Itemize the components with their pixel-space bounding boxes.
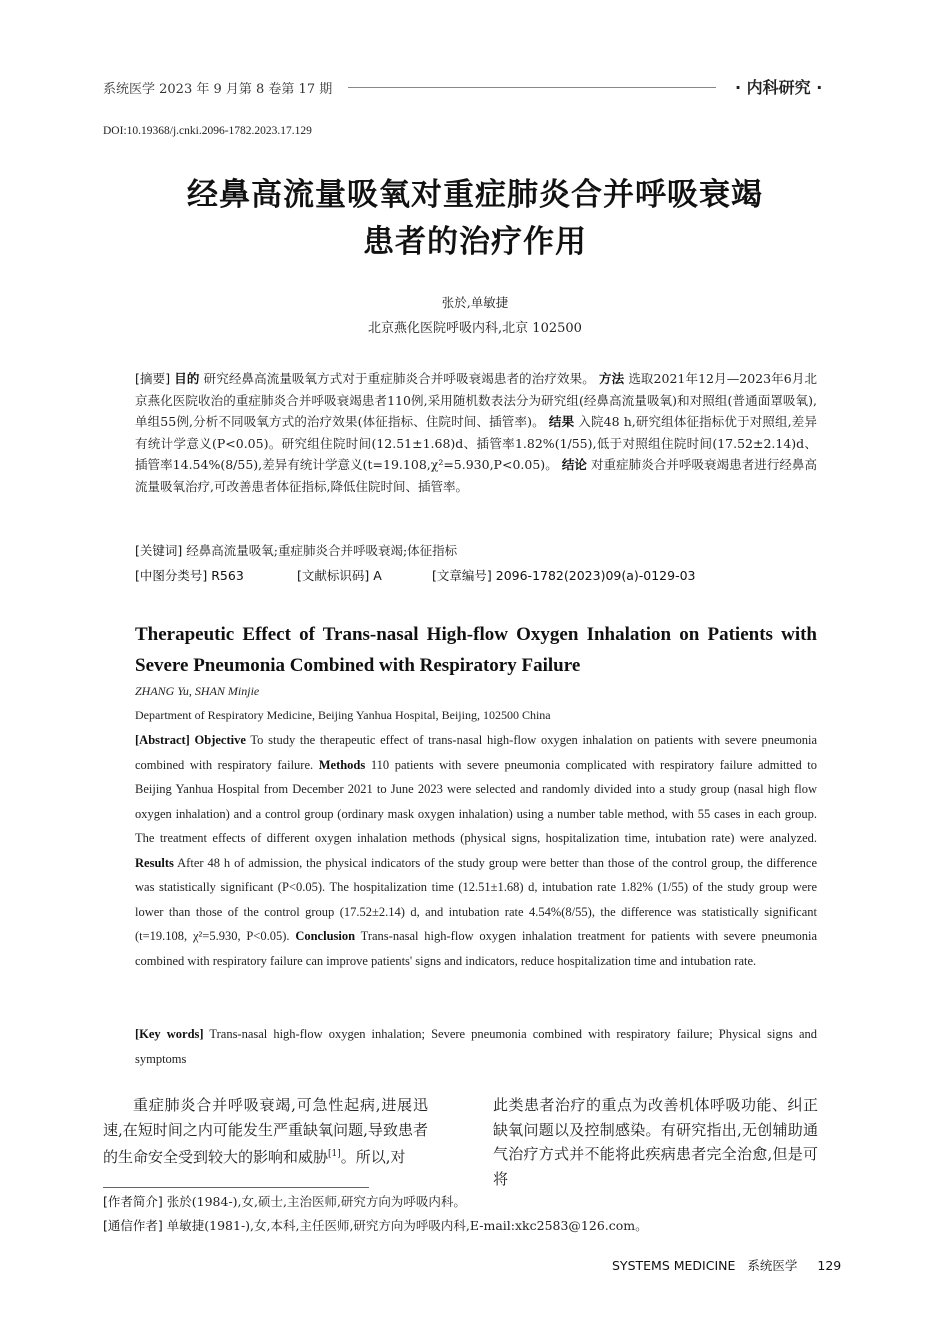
corresponding-author — [103, 1216, 648, 1234]
authors-en: ZHANG Yu, SHAN Minjie — [135, 684, 260, 698]
citation-ref[interactable]: [1] — [328, 1149, 341, 1159]
objective-label: 目的 — [174, 371, 200, 386]
body-left-tail: 。所以,对 — [340, 1148, 406, 1166]
corresponding-author-text: 单敏捷(1981-),女,本科,主任医师,研究方向为呼吸内科,E-mail:xkc2583@126.com。 — [166, 1218, 648, 1233]
conclusion-text: 对重症肺炎合并呼吸衰竭患者进行经鼻高流量吸氧治疗,可改善患者体征指标,降低住院时间、插管率。 — [135, 457, 817, 494]
objective-text: 研究经鼻高流量吸氧方式对于重症肺炎合并呼吸衰竭患者的治疗效果。 — [203, 371, 595, 386]
title-line-2: 患者的治疗作用 — [363, 224, 587, 260]
author-bio-text: 张於(1984-),女,硕士,主治医师,研究方向为呼吸内科。 — [166, 1194, 466, 1209]
section-label: · 内科研究 · — [735, 78, 823, 97]
objective-en-label: Objective — [194, 733, 246, 747]
title-line-1: 经鼻高流量吸氧对重症肺炎合并呼吸衰竭 — [187, 177, 763, 213]
journal-issue: 系统医学 2023 年 9 月第 8 卷第 17 期 — [103, 82, 333, 97]
keywords-en — [135, 1022, 817, 1071]
keywords-zh-text: 经鼻高流量吸氧;重症肺炎合并呼吸衰竭;体征指标 — [186, 543, 458, 558]
affiliation-zh: 北京燕化医院呼吸内科,北京 102500 — [368, 321, 582, 336]
author-bio — [103, 1192, 466, 1210]
clc-number: [中图分类号] R563 — [135, 568, 244, 583]
conclusion-en-label: Conclusion — [295, 929, 356, 943]
results-en-label: Results — [135, 855, 174, 870]
abstract-zh-label: [摘要] — [135, 371, 171, 386]
page-footer — [612, 1256, 841, 1274]
body-column-left — [103, 1093, 428, 1170]
header-rule — [348, 87, 716, 88]
conclusion-en-text: Trans-nasal high-flow oxygen inhalation treatment for patients with severe pneumonia combined with respiratory failure can improve patients' signs and indicators, reduce hospitalization time and intubation rate. — [135, 929, 818, 968]
methods-label: 方法 — [598, 371, 625, 386]
abstract-en — [135, 728, 817, 973]
results-label: 结果 — [548, 414, 575, 429]
article-number: [文章编号] 2096-1782(2023)09(a)-0129-03 — [432, 568, 696, 583]
methods-text: 选取2021年12月—2023年6月北京燕化医院收治的重症肺炎合并呼吸衰竭患者110例,采用随机数表法分为研究组(经鼻高流量吸氧)和对照组(普通面罩吸氧),单组55例,分析不同吸氧方式的治疗效果(体征指标、住院时间、插管率)。 — [135, 371, 817, 429]
corresponding-author-label: [通信作者] — [103, 1218, 163, 1233]
page-number: 129 — [817, 1258, 842, 1273]
keywords-en-text: Trans-nasal high-flow oxygen inhalation; Severe pneumonia combined with respiratory failure; Physical signs and symptoms — [135, 1027, 817, 1066]
authors-zh: 张於,单敏捷 — [441, 295, 509, 310]
results-text: 入院48 h,研究组体征指标优于对照组,差异有统计学意义(P<0.05)。研究组住院时间(12.51±1.68)d、插管率1.82%(1/55),低于对照组住院时间(17.52±2.14)d、插管率14.54%(8/55),差异有统计学意义(t=19.108,χ²=5.930,P<0.05)。 — [135, 414, 817, 472]
methods-en-text: 110 patients with severe pneumonia complicated with respiratory failure admitted to Beijing Yanhua Hospital from December 2021 to June 2023 were selected and randomly divided into a study group (nasal high flow oxygen inhalation) and a control group (ordinary mask oxygen inhalation) using a number table method, with 55 cases in each group. The treatment effects of different oxygen inhalation methods (physical signs, hospitalization time, intubation rate) were analyzed. — [135, 757, 817, 845]
article-title-en: Therapeutic Effect of Trans-nasal High-flow Oxygen Inhalation on Patients with Severe Pneumonia Combined with Respiratory Failure — [135, 624, 817, 676]
footer-journal-en: SYSTEMS MEDICINE — [612, 1258, 736, 1273]
methods-en-label: Methods — [318, 757, 366, 772]
affiliation-en: Department of Respiratory Medicine, Beijing Yanhua Hospital, Beijing, 102500 China — [135, 708, 551, 722]
document-code: [文献标识码] A — [297, 568, 382, 583]
doi[interactable]: DOI:10.19368/j.cnki.2096-1782.2023.17.129 — [103, 125, 312, 137]
conclusion-label: 结论 — [561, 457, 587, 472]
keywords-en-label: [Key words] — [135, 1027, 204, 1041]
keywords-zh-label: [关键词] — [135, 543, 183, 558]
keywords-zh — [135, 540, 817, 562]
abstract-en-label: [Abstract] — [135, 733, 190, 747]
body-column-right: 此类患者治疗的重点为改善机体呼吸功能、纠正缺氧问题以及控制感染。有研究指出,无创辅助通气治疗方式并不能将此疾病患者完全治愈,但是可将 — [493, 1096, 818, 1188]
article-title-zh — [0, 172, 950, 266]
results-en-text: After 48 h of admission, the physical indicators of the study group were better than those of the control group, the difference was statistically significant (P<0.05). The hospitalization time (12.51±1.68) d, intubation rate 1.82% (1/55) of the study group were lower than those of the control group (17.52±2.14) d, and intubation rate 4.54%(8/55), the difference was statistically significant (t=19.108, χ²=5.930, P<0.05). — [135, 855, 818, 943]
author-bio-label: [作者简介] — [103, 1194, 163, 1209]
footer-journal-zh: 系统医学 — [747, 1258, 798, 1273]
footnote-rule — [103, 1187, 369, 1188]
body-left-text: 重症肺炎合并呼吸衰竭,可急性起病,进展迅速,在短时间之内可能发生严重缺氧问题,导致患者的生命安全受到较大的影响和威胁 — [103, 1096, 428, 1166]
objective-en-text: To study the therapeutic effect of trans-nasal high-flow oxygen inhalation on patients with severe pneumonia combined with respiratory failure. — [135, 733, 817, 772]
abstract-zh — [135, 368, 817, 497]
